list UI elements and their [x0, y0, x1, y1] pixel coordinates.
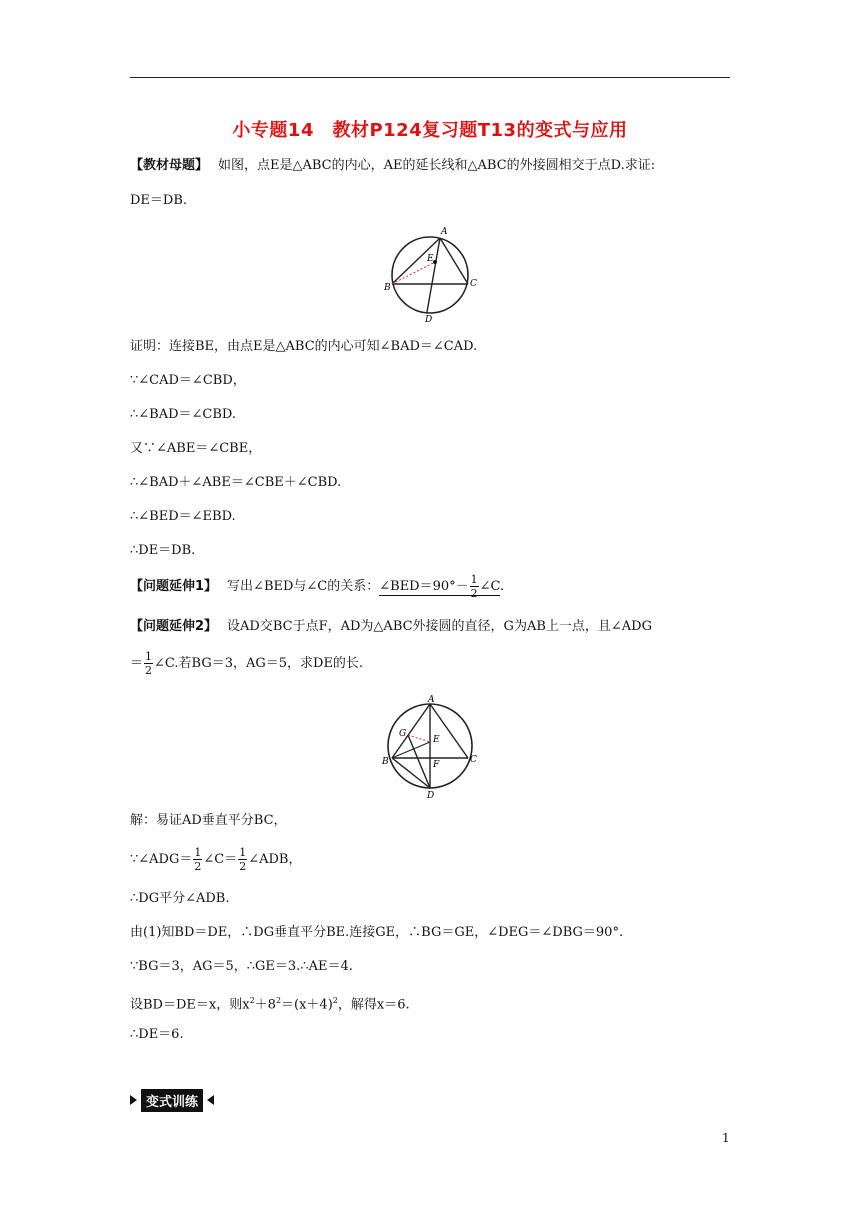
header-rule	[130, 77, 730, 78]
sol-frac-2-num: 1	[239, 846, 247, 859]
proof-line-4: 又∵∠ABE＝∠CBE，	[130, 441, 262, 456]
ext2-text2: ∠C.若BG＝3，AG＝5，求DE的长.	[154, 656, 364, 671]
figure-2	[378, 694, 482, 800]
sol-frac-2	[238, 846, 247, 873]
ext1-tag: 【问题延伸1】	[130, 579, 218, 594]
label-d: D	[425, 315, 433, 324]
label-f: F	[433, 760, 440, 770]
sol-l6d: ，解得x＝6.	[337, 997, 410, 1013]
solution-line-5: ∵BG＝3，AG＝5，∴GE＝3.∴AE＝4.	[130, 959, 353, 974]
mother-text1: 如图，点E是△ABC的内心，AE的延长线和△ABC的外接圆相交于点D.求证:	[218, 158, 656, 173]
ext1-end: .	[500, 579, 505, 594]
sol-l2a: ∵∠ADG＝	[130, 852, 193, 867]
ext1-frac-den: 2	[470, 587, 478, 600]
label-d-2: D	[427, 791, 435, 800]
segment-be-dashed	[392, 262, 435, 284]
sol-frac-1-num: 1	[194, 846, 202, 859]
sol-sup-2: 2	[275, 996, 282, 1005]
label-g: G	[399, 729, 407, 739]
sol-l6a: 设BD＝DE＝x，则x	[130, 997, 250, 1013]
label-b-2: B	[382, 757, 389, 767]
sol-sup-1: 2	[249, 996, 255, 1005]
section-badge	[130, 1089, 214, 1111]
sol-l6c: ＝(x＋4)	[281, 997, 333, 1013]
sol-frac-2-den: 2	[239, 860, 247, 873]
sol-sup-3: 2	[332, 996, 338, 1005]
ext1-fraction	[470, 573, 479, 600]
solution-line-4: 由(1)知BD＝DE，∴DG垂直平分BE.连接GE，∴BG＝GE，∠DEG＝∠DBG＝90°.	[130, 925, 624, 940]
proof-line-7: ∴DE＝DB.	[130, 543, 196, 558]
ext2-frac-den: 2	[145, 664, 153, 677]
solution-line-3: ∴DG平分∠ADB.	[130, 891, 230, 906]
sol-frac-1-den: 2	[194, 860, 202, 873]
extension-2-line1	[130, 618, 652, 636]
sol-l2c: ∠ADB，	[248, 852, 302, 867]
extension-1	[130, 573, 504, 600]
solution-line-7: ∴DE＝6.	[130, 1027, 184, 1042]
ext1-answer-a: ∠BED＝90°－	[379, 579, 469, 594]
ext2-text1: 设AD交BC于点F，AD为△ABC外接圆的直径，G为AB上一点，且∠ADG	[227, 619, 652, 634]
segment-ac-2	[430, 704, 468, 758]
page-title: 小专题14 教材P124复习题T13的变式与应用	[232, 120, 628, 141]
solution-line-2	[130, 846, 301, 873]
ext2-fraction	[144, 650, 153, 677]
solution-line-6	[130, 992, 410, 1014]
proof-line-3: ∴∠BAD＝∠CBD.	[130, 407, 237, 422]
figure-1	[380, 220, 480, 324]
proof-line-6: ∴∠BED＝∠EBD.	[130, 509, 236, 524]
ext2-eq: ＝	[130, 656, 144, 671]
label-c: C	[470, 279, 477, 289]
segment-ge-dashed	[408, 735, 430, 742]
sol-l6b: ＋8	[254, 997, 276, 1013]
label-c-2: C	[470, 755, 477, 765]
badge-label: 变式训练	[141, 1089, 203, 1112]
badge-arrow-right-icon	[130, 1095, 137, 1105]
proof-line-2: ∵∠CAD＝∠CBD，	[130, 373, 246, 388]
mother-tag: 【教材母题】	[130, 158, 209, 173]
ext1-frac-num: 1	[470, 573, 478, 586]
ext1-text: 写出∠BED与∠C的关系：	[227, 579, 380, 594]
badge-arrow-left-icon	[207, 1095, 214, 1105]
sol-l2b: ∠C＝	[203, 852, 238, 867]
proof-line-1: 证明：连接BE，由点E是△ABC的内心可知∠BAD＝∠CAD.	[130, 339, 478, 354]
mother-problem-line2: DE＝DB.	[130, 193, 188, 208]
label-a-2: A	[428, 695, 435, 705]
label-e: E	[427, 254, 434, 264]
label-e-2: E	[433, 735, 440, 745]
ext1-answer	[379, 573, 501, 600]
page-number: 1	[722, 1131, 730, 1145]
ext2-tag: 【问题延伸2】	[130, 619, 218, 634]
sol-frac-1	[193, 846, 202, 873]
label-a: A	[441, 227, 448, 237]
ext2-frac-num: 1	[145, 650, 153, 663]
proof-line-5: ∴∠BAD＋∠ABE＝∠CBE＋∠CBD.	[130, 475, 342, 490]
extension-2-line2	[130, 650, 363, 677]
solution-line-1: 解：易证AD垂直平分BC，	[130, 813, 287, 828]
label-b: B	[384, 283, 391, 293]
ext1-answer-b: ∠C	[479, 579, 501, 594]
mother-problem-line1	[130, 157, 655, 175]
point-e	[433, 260, 437, 264]
